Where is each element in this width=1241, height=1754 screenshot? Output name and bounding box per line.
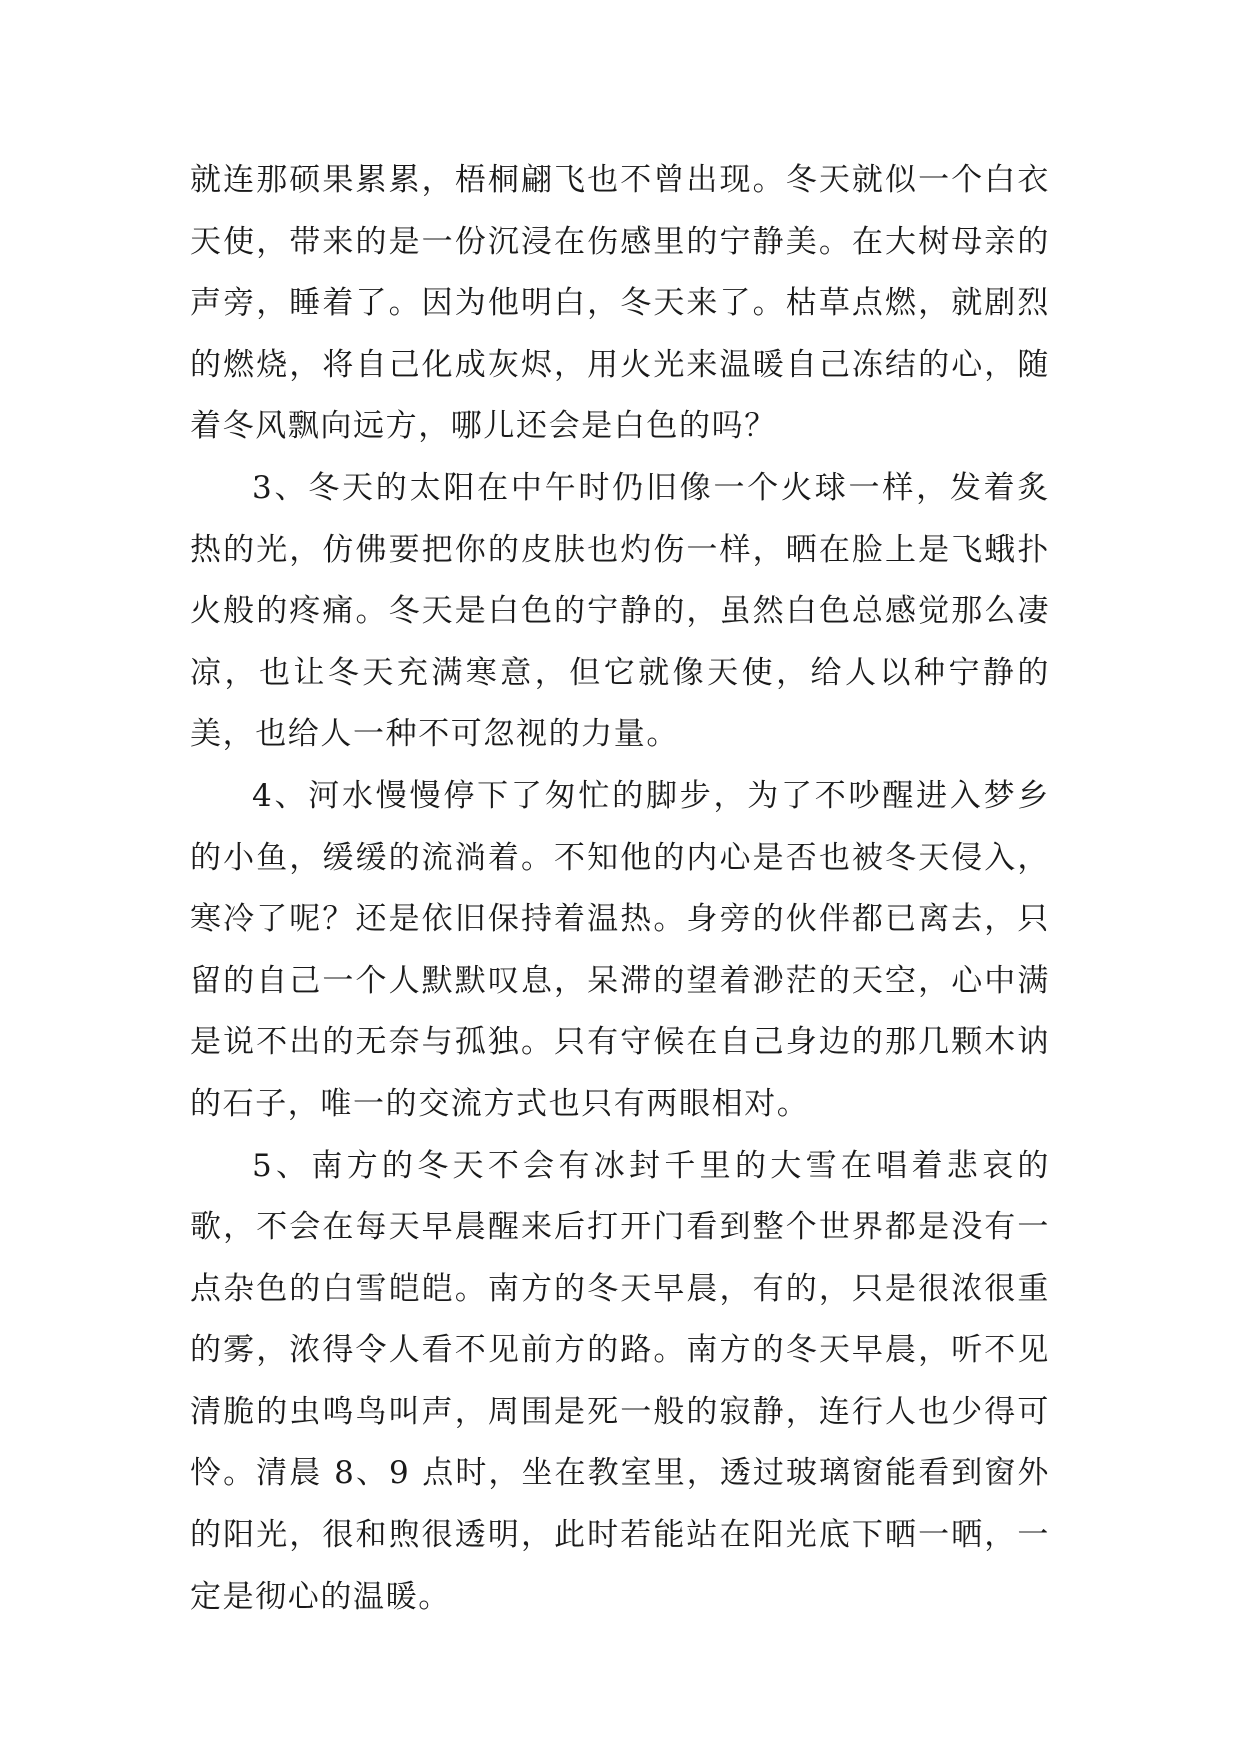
- document-body: [190, 150, 1050, 1628]
- paragraph-4: 4、河水慢慢停下了匆忙的脚步，为了不吵醒进入梦乡的小鱼，缓缓的流淌着。不知他的内心是否也被冬天侵入，寒冷了呢？还是依旧保持着温热。身旁的伙伴都已离去，只留的自己一个人默默叹息，呆滞的望着渺茫的天空，心中满是说不出的无奈与孤独。只有守候在自己身边的那几颗木讷的石子，唯一的交流方式也只有两眼相对。: [190, 777, 1050, 1122]
- paragraph-3: 3、冬天的太阳在中午时仍旧像一个火球一样，发着炙热的光，仿佛要把你的皮肤也灼伤一样，晒在脸上是飞蛾扑火般的疼痛。冬天是白色的宁静的，虽然白色总感觉那么凄凉，也让冬天充满寒意，但它就像天使，给人以种宁静的美，也给人一种不可忽视的力量。: [190, 469, 1050, 753]
- paragraph-continued: 就连那硕果累累，梧桐翩飞也不曾出现。冬天就似一个白衣天使，带来的是一份沉浸在伤感里的宁静美。在大树母亲的声旁，睡着了。因为他明白，冬天来了。枯草点燃，就剧烈的燃烧，将自己化成灰烬，用火光来温暖自己冻结的心，随着冬风飘向远方，哪儿还会是白色的吗？: [190, 162, 1050, 445]
- paragraph-5: 5、南方的冬天不会有冰封千里的大雪在唱着悲哀的歌，不会在每天早晨醒来后打开门看到整个世界都是没有一点杂色的白雪皑皑。南方的冬天早晨，有的，只是很浓很重的雾，浓得令人看不见前方的路。南方的冬天早晨，听不见清脆的虫鸣鸟叫声，周围是死一般的寂静，连行人也少得可怜。清晨 8、9 点时，坐在教室里，透过玻璃窗能看到窗外的阳光，很和煦很透明，此时若能站在阳光底下晒一晒，一定是彻心的温暖。: [190, 1147, 1050, 1615]
